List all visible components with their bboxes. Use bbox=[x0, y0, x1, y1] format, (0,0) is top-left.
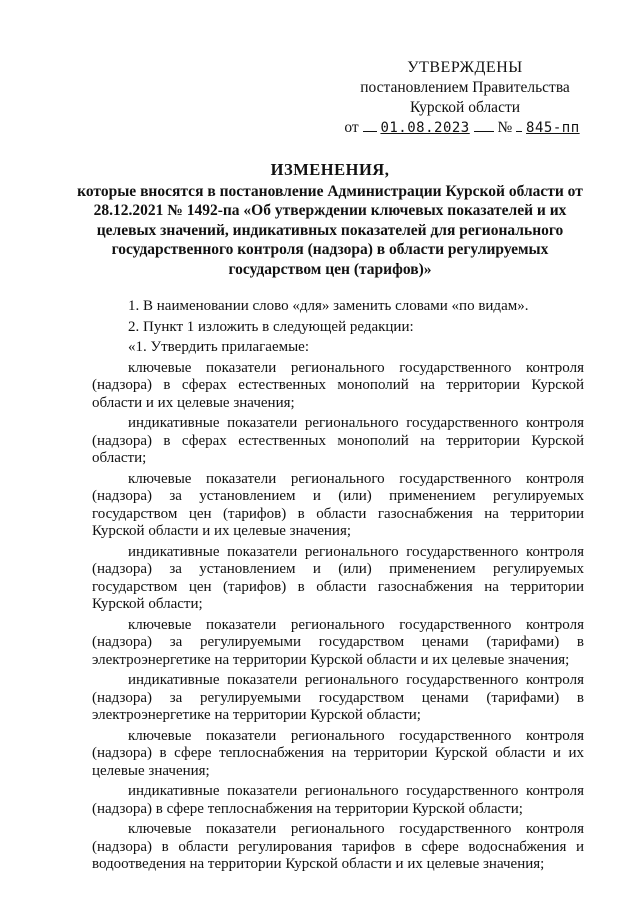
title-main: ИЗМЕНЕНИЯ, bbox=[270, 160, 390, 179]
paragraph: 2. Пункт 1 изложить в следующей редакции: bbox=[128, 318, 414, 335]
paragraph: «1. Утвердить прилагаемые: bbox=[128, 339, 309, 355]
paragraph: ключевые показатели регионального государственного контроля (надзора) за установлением и (или) применением регулируемых государством цен (тарифов) в области газоснабжения на территории Курской области и их целевые значения; bbox=[92, 470, 584, 539]
approval-line-2: Курской области bbox=[409, 99, 521, 116]
paragraph: ключевые показатели регионального государственного контроля (надзора) за регулируемыми государством ценами (тарифами) в электроэнергетике на территории Курской области и их целевые значения; bbox=[92, 616, 584, 668]
approval-line-1: постановлением Правительства bbox=[360, 79, 570, 96]
paragraph: ключевые показатели регионального государственного контроля (надзора) в области регулирования тарифов в сфере водоснабжения и водоотведения на территории Курской области и их целевые значения; bbox=[92, 821, 584, 872]
document-body bbox=[92, 298, 584, 877]
approval-heading: УТВЕРЖДЕНЫ bbox=[407, 59, 523, 76]
paragraph: индикативные показатели регионального государственного контроля (надзора) в сфере теплоснабжения на территории Курской области; bbox=[92, 783, 584, 817]
paragraph: ключевые показатели регионального государственного контроля (надзора) в сферах естественных монополий на территории Курской области и их целевые значения; bbox=[92, 359, 584, 411]
number-label: № bbox=[497, 119, 513, 136]
title-subtitle: которые вносятся в постановление Администрации Курской области от 28.12.2021 № 1492-па «Об утверждении ключевых показателей и их целевых значений, индикативных показателей для регионального государственного контроля (надзора) в области регулируемых государством цен (тарифов)» bbox=[77, 182, 583, 278]
paragraph: индикативные показатели регионального государственного контроля (надзора) за установлением и (или) применением регулируемых государством цен (тарифов) в области газоснабжения на территории Курской области; bbox=[92, 543, 584, 612]
date-underline-right bbox=[474, 118, 494, 132]
date-underline-left bbox=[363, 118, 377, 132]
approval-date: 01.08.2023 bbox=[380, 120, 470, 136]
approval-stamp-block bbox=[340, 58, 590, 138]
paragraph: индикативные показатели регионального государственного контроля (надзора) в сферах естественных монополий на территории Курской области; bbox=[92, 415, 584, 466]
from-label: от bbox=[344, 119, 359, 136]
number-underline-left bbox=[516, 118, 522, 132]
approval-number: 845-пп bbox=[526, 120, 580, 136]
paragraph: 1. В наименовании слово «для» заменить словами «по видам». bbox=[128, 298, 529, 314]
paragraph: ключевые показатели регионального государственного контроля (надзора) в сфере теплоснабжения на территории Курской области и их целевые значения; bbox=[92, 727, 584, 779]
paragraph: индикативные показатели регионального государственного контроля (надзора) за регулируемыми государством ценами (тарифами) в электроэнергетике на территории Курской области; bbox=[92, 672, 584, 723]
document-title bbox=[70, 160, 590, 279]
approval-date-line bbox=[334, 118, 590, 138]
